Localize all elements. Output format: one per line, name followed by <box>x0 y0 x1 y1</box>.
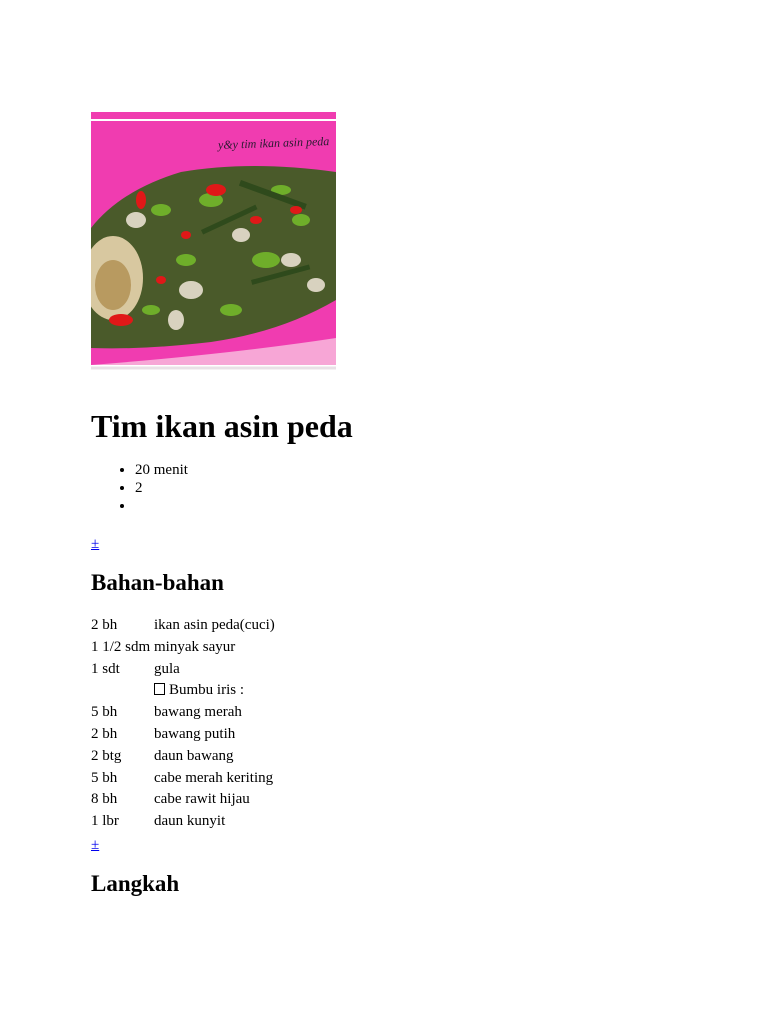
ingredient-item-cell <box>154 789 275 811</box>
ingredient-item-cell <box>154 768 275 790</box>
ingredient-row <box>91 768 275 790</box>
ingredients-heading: Bahan-bahan <box>91 570 224 595</box>
ingredient-item: bawang putih <box>154 725 236 742</box>
ingredient-item: cabe rawit hijau <box>154 791 250 808</box>
ingredient-item-cell <box>154 637 275 659</box>
ingredient-item: Bumbu iris : <box>169 682 245 699</box>
steps-toggle-link[interactable]: ± <box>91 837 100 853</box>
ingredients-table <box>91 615 275 833</box>
ingredient-item: cabe merah keriting <box>154 769 274 786</box>
ingredient-item-cell <box>154 702 275 724</box>
ingredient-item: gula <box>154 660 180 677</box>
photo-caption: y&y tim ikan asin peda <box>217 134 330 152</box>
recipe-meta-list <box>91 461 188 515</box>
ingredient-qty: 5 bh <box>91 769 118 786</box>
ingredient-qty: 1 1/2 sdm <box>91 638 151 655</box>
ingredient-qty: 2 btg <box>91 747 122 764</box>
ingredient-item-cell <box>154 746 275 768</box>
meta-cook-time: • 20 menit <box>135 461 188 479</box>
ingredient-row <box>91 789 275 811</box>
ingredient-row <box>91 746 275 768</box>
ingredient-row <box>91 637 275 659</box>
recipe-title: Tim ikan asin peda <box>91 408 353 444</box>
box-marker-icon <box>154 683 165 695</box>
ingredient-item-cell <box>154 659 275 681</box>
ingredient-qty: 1 sdt <box>91 660 120 677</box>
ingredient-qty: 5 bh <box>91 704 118 721</box>
ingredient-item-cell <box>154 680 275 702</box>
ingredient-row <box>91 680 275 702</box>
ingredients-toggle-link[interactable]: ± <box>91 536 100 552</box>
ingredient-item: daun bawang <box>154 747 234 764</box>
ingredient-item-cell <box>154 724 275 746</box>
ingredient-item-cell <box>154 811 275 833</box>
ingredient-item: ikan asin peda(cuci) <box>154 617 275 633</box>
steps-heading: Langkah <box>91 871 180 896</box>
ingredient-item-cell <box>154 615 275 637</box>
meta-empty <box>135 497 188 515</box>
ingredient-row <box>91 724 275 746</box>
ingredient-row <box>91 811 275 833</box>
ingredient-row <box>91 659 275 681</box>
meta-servings: • 2 <box>135 479 188 497</box>
ingredient-item: bawang merah <box>154 704 242 721</box>
ingredient-qty: 1 lbr <box>91 813 119 830</box>
ingredient-qty <box>91 680 154 702</box>
ingredient-qty: 2 bh <box>91 617 118 633</box>
ingredient-item: minyak sayur <box>154 638 236 655</box>
ingredient-row <box>91 702 275 724</box>
ingredient-item: daun kunyit <box>154 813 226 830</box>
ingredient-qty: 8 bh <box>91 791 118 808</box>
ingredient-qty: 2 bh <box>91 725 118 742</box>
recipe-photo <box>91 110 336 374</box>
ingredient-row <box>91 615 275 637</box>
